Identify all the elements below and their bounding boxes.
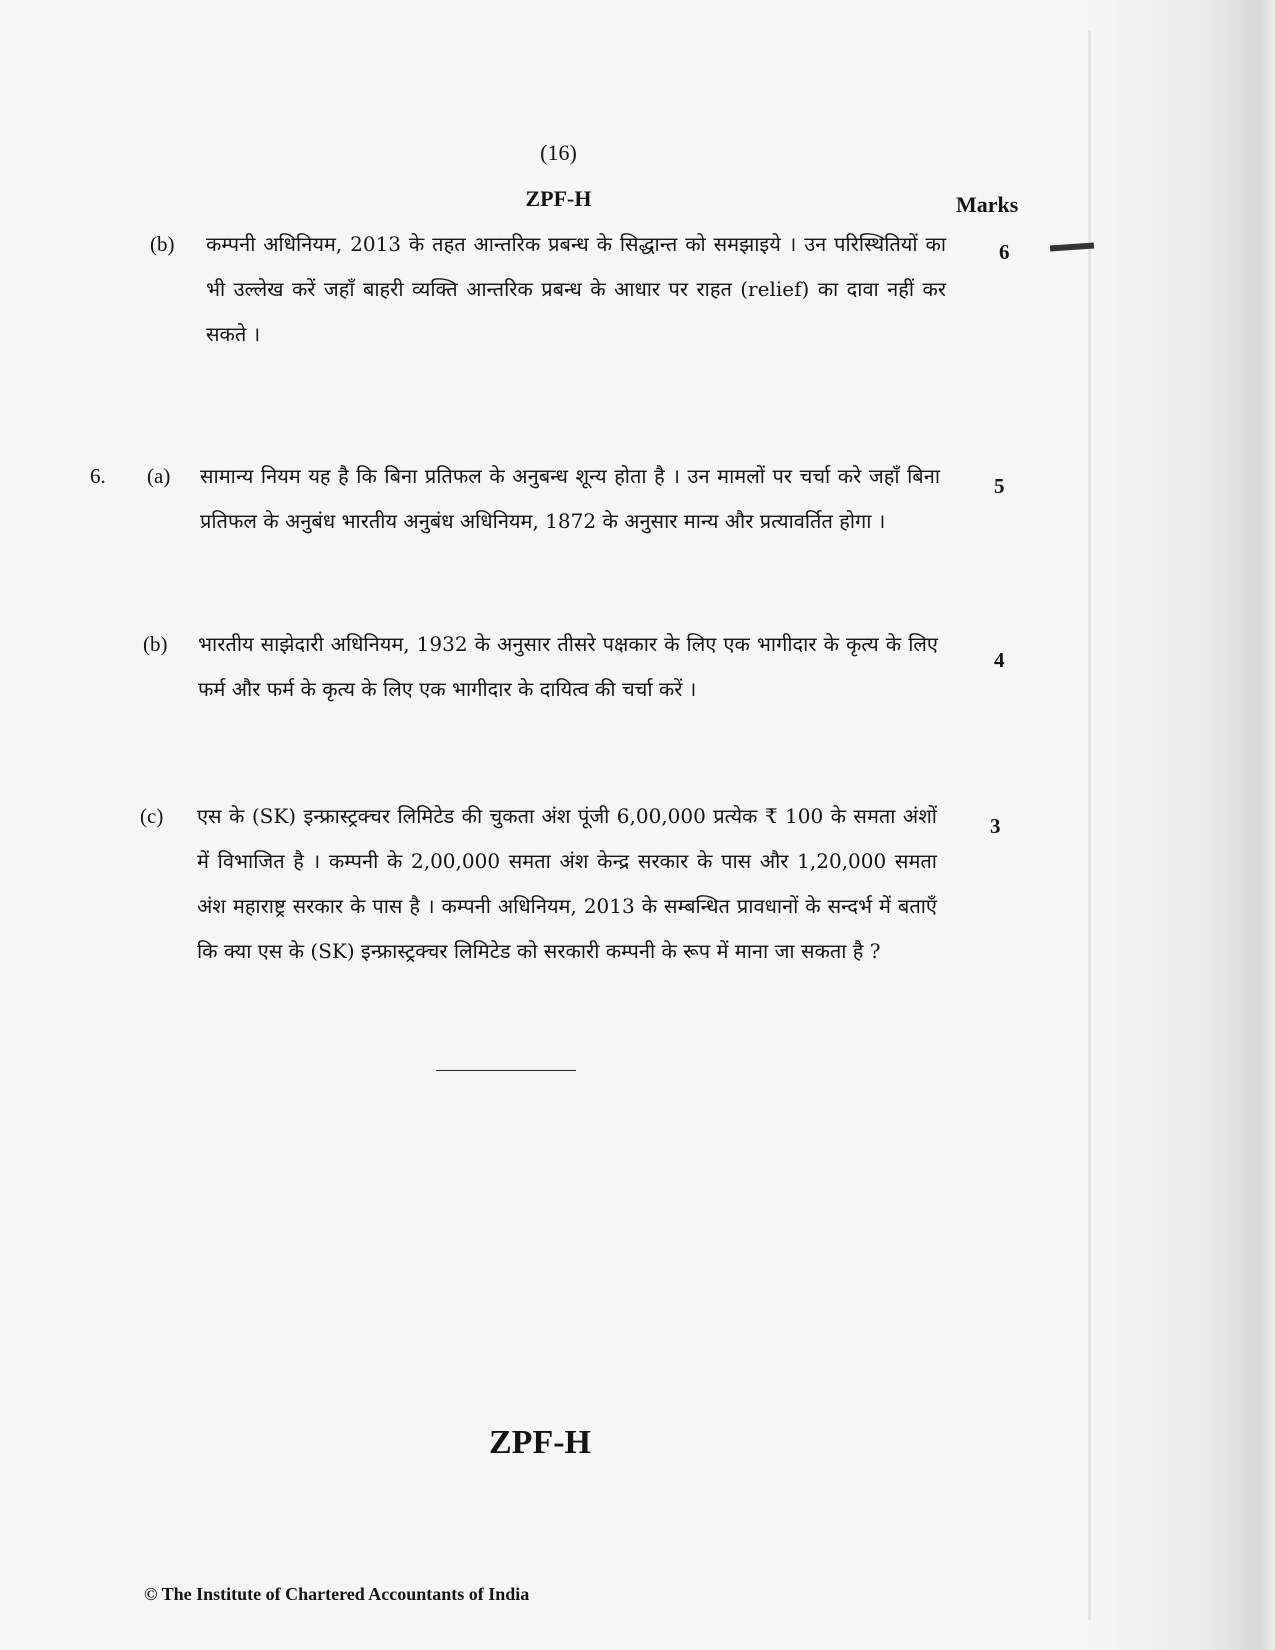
marks-heading: Marks — [956, 192, 1019, 217]
question-marks: 4 — [994, 648, 1005, 672]
question-text: एस के (SK) इन्फ्रास्ट्रक्चर लिमिटेड की चुकता अंश पूंजी 6,00,000 प्रत्येक ₹ 100 के समता अंशों में विभाजित है । कम्पनी के 2,00,000 समता अंश केन्द्र सरकार के पास और 1,20,000 समता अंश महाराष्ट्र सरकार के पास है । कम्पनी अधिनियम, 2013 के सम्बन्धित प्रावधानों के सन्दर्भ में बताएँ कि क्या एस के (SK) इन्फ्रास्ट्रक्चर लिमिटेड को सरकारी कम्पनी के रूप में माना जा सकता है ? — [197, 804, 937, 963]
scan-shadow — [1085, 0, 1275, 1650]
copyright-notice: © The Institute of Chartered Accountants of India — [144, 1584, 530, 1604]
scan-fold-line — [1088, 30, 1091, 1620]
question-part-label: (b) — [150, 232, 175, 256]
question-text: कम्पनी अधिनियम, 2013 के तहत आन्तरिक प्रबन्ध के सिद्धान्त को समझाइये । उन परिस्थितियों का भी उल्लेख करें जहाँ बाहरी व्यक्ति आन्तरिक प्रबन्ध के आधार पर राहत (relief) का दावा नहीं कर सकते । — [206, 232, 946, 346]
question-part-label: (c) — [140, 804, 164, 828]
question-text: भारतीय साझेदारी अधिनियम, 1932 के अनुसार तीसरे पक्षकार के लिए एक भागीदार के कृत्य के लिए फर्म और फर्म के कृत्य के लिए एक भागीदार के दायित्व की चर्चा करें । — [198, 632, 938, 701]
question-marks: 3 — [990, 814, 1001, 838]
paper-code-header: ZPF-H — [525, 186, 592, 211]
question-text: सामान्य नियम यह है कि बिना प्रतिफल के अनुबन्ध शून्य होता है । उन मामलों पर चर्चा करे जहाँ बिना प्रतिफल के अनुबंध भारतीय अनुबंध अधिनियम, 1872 के अनुसार मान्य और प्रत्यावर्तित होगा । — [200, 464, 940, 533]
question-part-label: (b) — [143, 632, 168, 656]
question-part-label: (a) — [147, 464, 171, 488]
question-number: 6. — [90, 464, 106, 488]
question-marks: 6 — [999, 240, 1010, 264]
page-number: (16) — [540, 140, 577, 165]
question-marks: 5 — [994, 474, 1005, 498]
end-of-questions-rule — [436, 1070, 576, 1071]
paper-code-footer: ZPF-H — [489, 1424, 591, 1461]
